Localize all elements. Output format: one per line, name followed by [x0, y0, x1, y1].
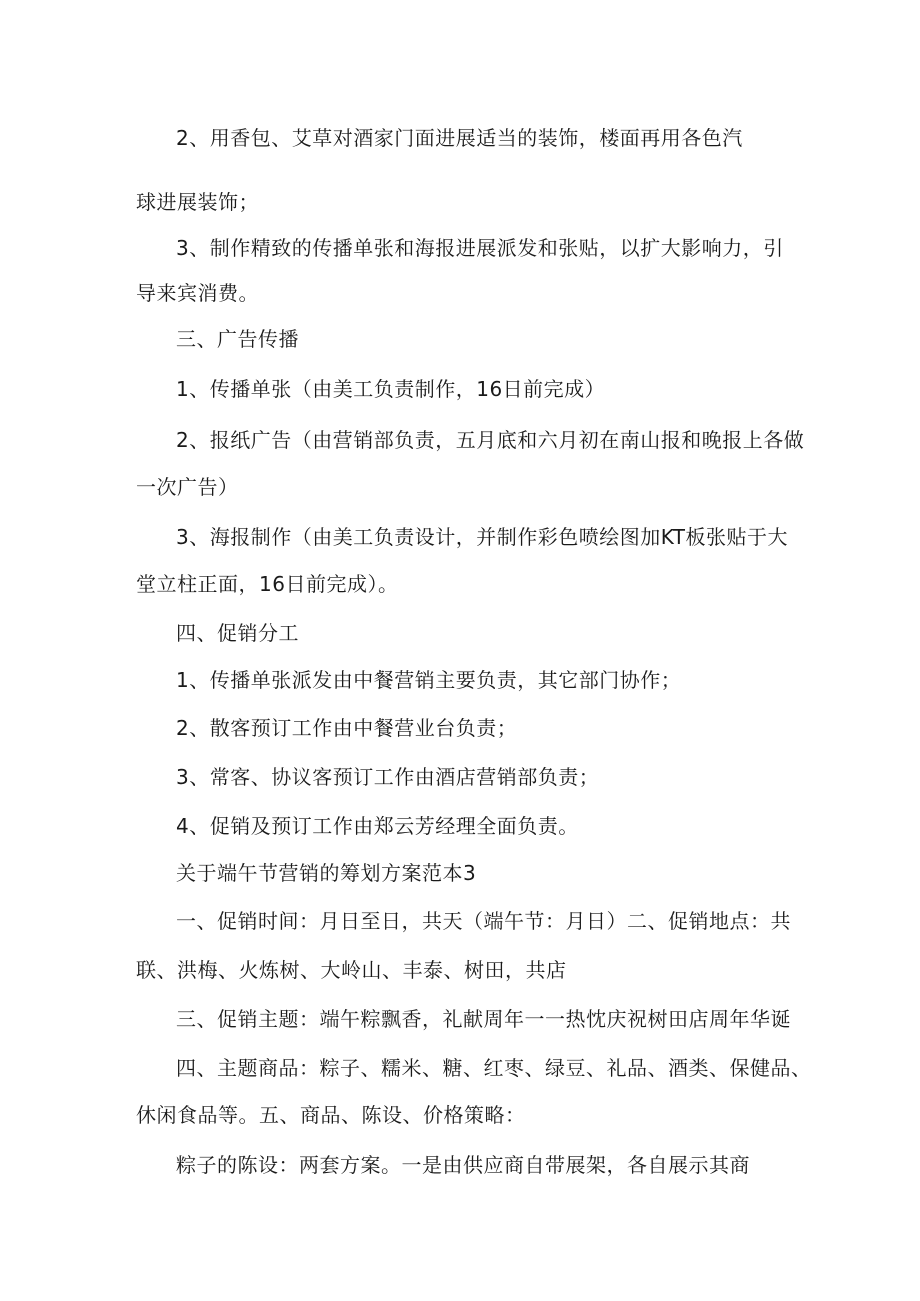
line-18: 联、洪梅、火炼树、大岭山、丰泰、树田，共店	[136, 958, 567, 982]
line-8: 一次广告）	[136, 475, 239, 499]
line-10: 堂立柱正面，16日前完成）。	[136, 572, 399, 596]
section-heading-4: 四、促销分工	[176, 621, 299, 645]
line-15: 4、促销及预订工作由郑云芳经理全面负责。	[176, 814, 579, 838]
line-7: 2、报纸广告（由营销部负责，五月底和六月初在南山报和晚报上各做	[176, 428, 805, 452]
line-21: 休闲食品等。五、商品、陈设、价格策略：	[136, 1103, 526, 1127]
line-4: 导来宾消费。	[136, 281, 259, 305]
line-13: 2、散客预订工作由中餐营业台负责；	[176, 716, 518, 740]
line-22: 粽子的陈设：两套方案。一是由供应商自带展架，各自展示其商	[176, 1153, 750, 1177]
line-6: 1、传播单张（由美工负责制作，16日前完成）	[176, 377, 606, 401]
line-20: 四、主题商品：粽子、糯米、糖、红枣、绿豆、礼品、酒类、保健品、	[176, 1056, 812, 1080]
line-17: 一、促销时间：月日至日，共天（端午节：月日）二、促销地点：共	[176, 909, 791, 933]
line-3: 3、制作精致的传播单张和海报进展派发和张贴，以扩大影响力，引	[176, 236, 784, 260]
line-1: 2、用香包、艾草对酒家门面进展适当的装饰，楼面再用各色汽	[176, 126, 743, 150]
line-19: 三、促销主题：端午粽飘香，礼献周年一一热忱庆祝树田店周年华诞	[176, 1007, 791, 1031]
document-title: 关于端午节营销的筹划方案范本3	[176, 861, 477, 885]
line-12: 1、传播单张派发由中餐营销主要负责，其它部门协作；	[176, 668, 682, 692]
line-14: 3、常客、协议客预订工作由酒店营销部负责；	[176, 765, 600, 789]
line-9: 3、海报制作（由美工负责设计，并制作彩色喷绘图加KT板张贴于大	[176, 525, 789, 549]
section-heading-3: 三、广告传播	[176, 327, 299, 351]
line-2: 球进展装饰；	[136, 190, 259, 214]
